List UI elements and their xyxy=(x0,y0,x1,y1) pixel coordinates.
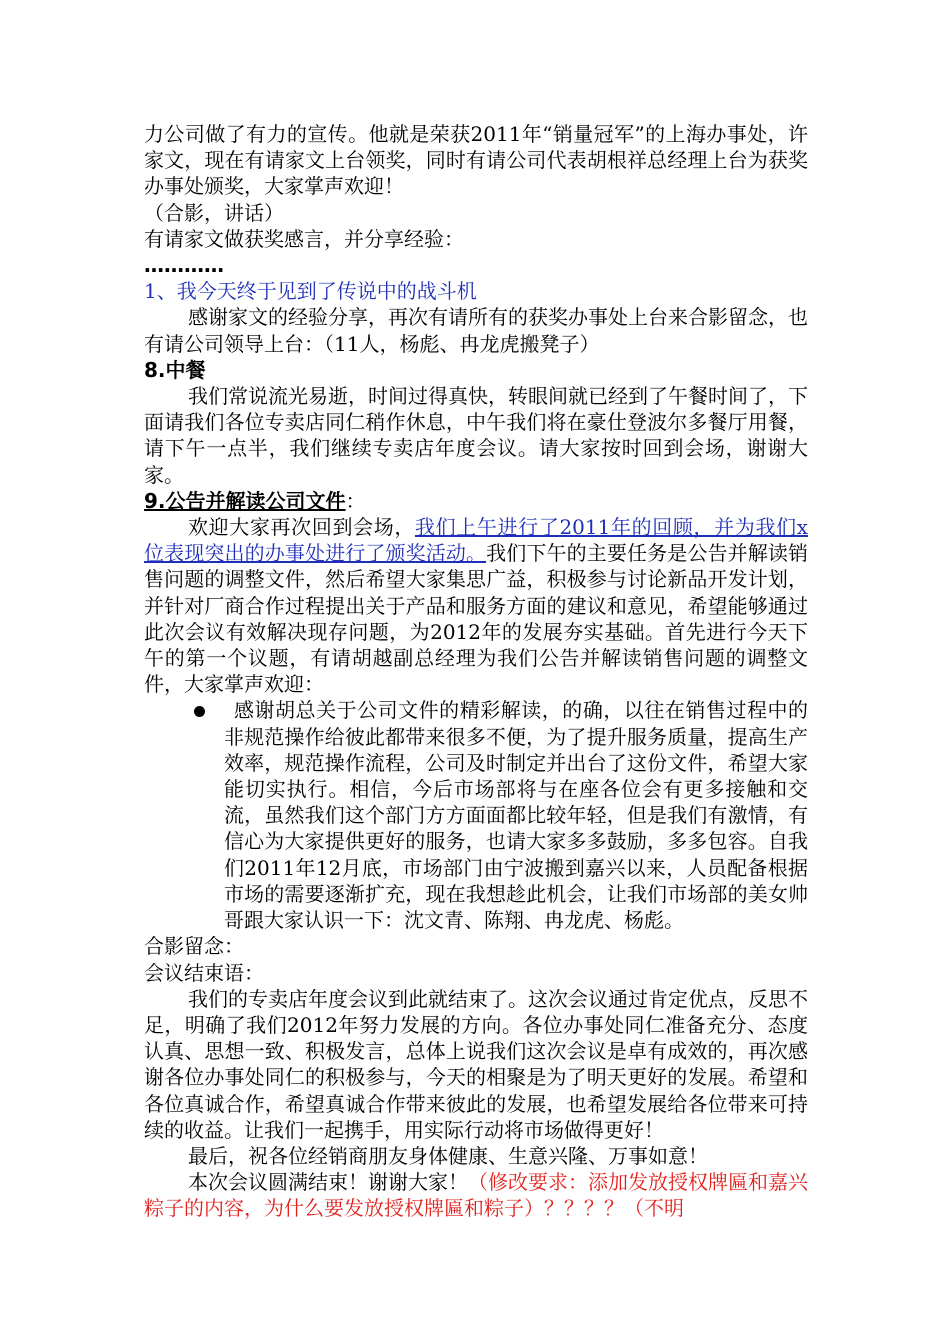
paragraph-photo-note: （合影，讲话） xyxy=(144,200,284,225)
bullet-text: 感谢胡总关于公司文件的精彩解读，的确，以往在销售过程中的非规范操作给彼此都带来很多不便，为了提升服务质量，提高生产效率，规范操作流程，公司及时制定并出台了这份文件，希望大家能切实执行。相信，今后市场部将与在座各位会有更多接触和交流，虽然我们这个部门方方面面都比较年轻，但是我们有激情，有信心为大家提供更好的服务，也请大家多多鼓励，多多包容。自我们2011年12月底，市场部门由宁波搬到嘉兴以来，人员配备根据市场的需要逐渐扩充，现在我想趁此机会，让我们市场部的美女帅哥跟大家认识一下：沈文青、陈翔、冉龙虎、杨彪。 xyxy=(224,698,808,933)
heading-colon: ： xyxy=(345,488,366,513)
paragraph-group-photo: 感谢家文的经验分享，再次有请所有的获奖办事处上台来合影留念，也有请公司领导上台：（11人，杨彪、冉龙虎搬凳子） xyxy=(144,305,808,356)
paragraph-lunch: 我们常说流光易逝，时间过得真快，转眼间就已经到了午餐时间了，下面请我们各位专卖店同仁稍作休息，中午我们将在豪仕登波尔多餐厅用餐，请下午一点半，我们继续专卖店年度会议。请大家按时回到会场，谢谢大家。 xyxy=(144,384,808,487)
bullet-item xyxy=(144,697,808,933)
section-heading-lunch: 8.中餐 xyxy=(144,357,206,382)
paragraph-speech-point: 1、我今天终于见到了传说中的战斗机 xyxy=(144,279,477,304)
paragraph-ellipsis: ………… xyxy=(144,253,224,278)
heading-text: 9.公告并解读公司文件 xyxy=(144,488,346,513)
document-body xyxy=(144,121,808,1222)
paragraph-photo-keepsake: 合影留念： xyxy=(144,934,244,959)
paragraph-speech-invite: 有请家文做获奖感言，并分享经验： xyxy=(144,226,464,251)
conclusion-text: 本次会议圆满结束！谢谢大家！ xyxy=(188,1170,468,1195)
paragraph-closing-heading: 会议结束语： xyxy=(144,960,264,985)
section-heading-announcement xyxy=(144,488,808,514)
paragraph-closing-speech: 我们的专卖店年度会议到此就结束了。这次会议通过肯定优点，反思不足，明确了我们2012年努力发展的方向。各位办事处同仁准备充分、态度认真、思想一致、积极发言，总体上说我们这次会议是卓有成效的，再次感谢各位办事处同仁的积极参与，今天的相聚是为了明天更好的发展。希望和各位真诚合作，希望真诚合作带来彼此的发展，也希望发展给各位带来可持续的收益。让我们一起携手，用实际行动将市场做得更好！ xyxy=(144,986,808,1142)
paragraph-award-intro: 力公司做了有力的宣传。他就是荣获2011年“销量冠军”的上海办事处，许家文，现在有请家文上台领奖，同时有请公司代表胡根祥总经理上台为获奖办事处颁奖，大家掌声欢迎！ xyxy=(144,122,808,199)
paragraph-wishes: 最后，祝各位经销商朋友身体健康、生意兴隆、万事如意！ xyxy=(188,1143,708,1168)
morning-review-text: 我们上午进行了2011年的回顾，并为我们x位表现突出的办事处进行了颁奖活动。 xyxy=(144,515,808,566)
paragraph-afternoon-welcome xyxy=(144,514,808,697)
paragraph-conclusion xyxy=(144,1169,808,1221)
revision-note: （修改要求：添加发放授权牌匾和嘉兴粽子的内容，为什么要发放授权牌匾和粽子）？？？？（不明 xyxy=(144,1170,808,1221)
bullet-dot-icon xyxy=(194,706,205,717)
afternoon-task-text: 我们下午的主要任务是公告并解读销售问题的调整文件，然后希望大家集思广益，积极参与讨论新品开发计划，并针对厂商合作过程提出关于产品和服务方面的建议和意见，希望能够通过此次会议有效解决现存问题，为2012年的发展夯实基础。首先进行今天下午的第一个议题，有请胡越副总经理为我们公告并解读销售问题的调整文件，大家掌声欢迎： xyxy=(144,541,808,697)
welcome-text: 欢迎大家再次回到会场， xyxy=(188,515,415,540)
